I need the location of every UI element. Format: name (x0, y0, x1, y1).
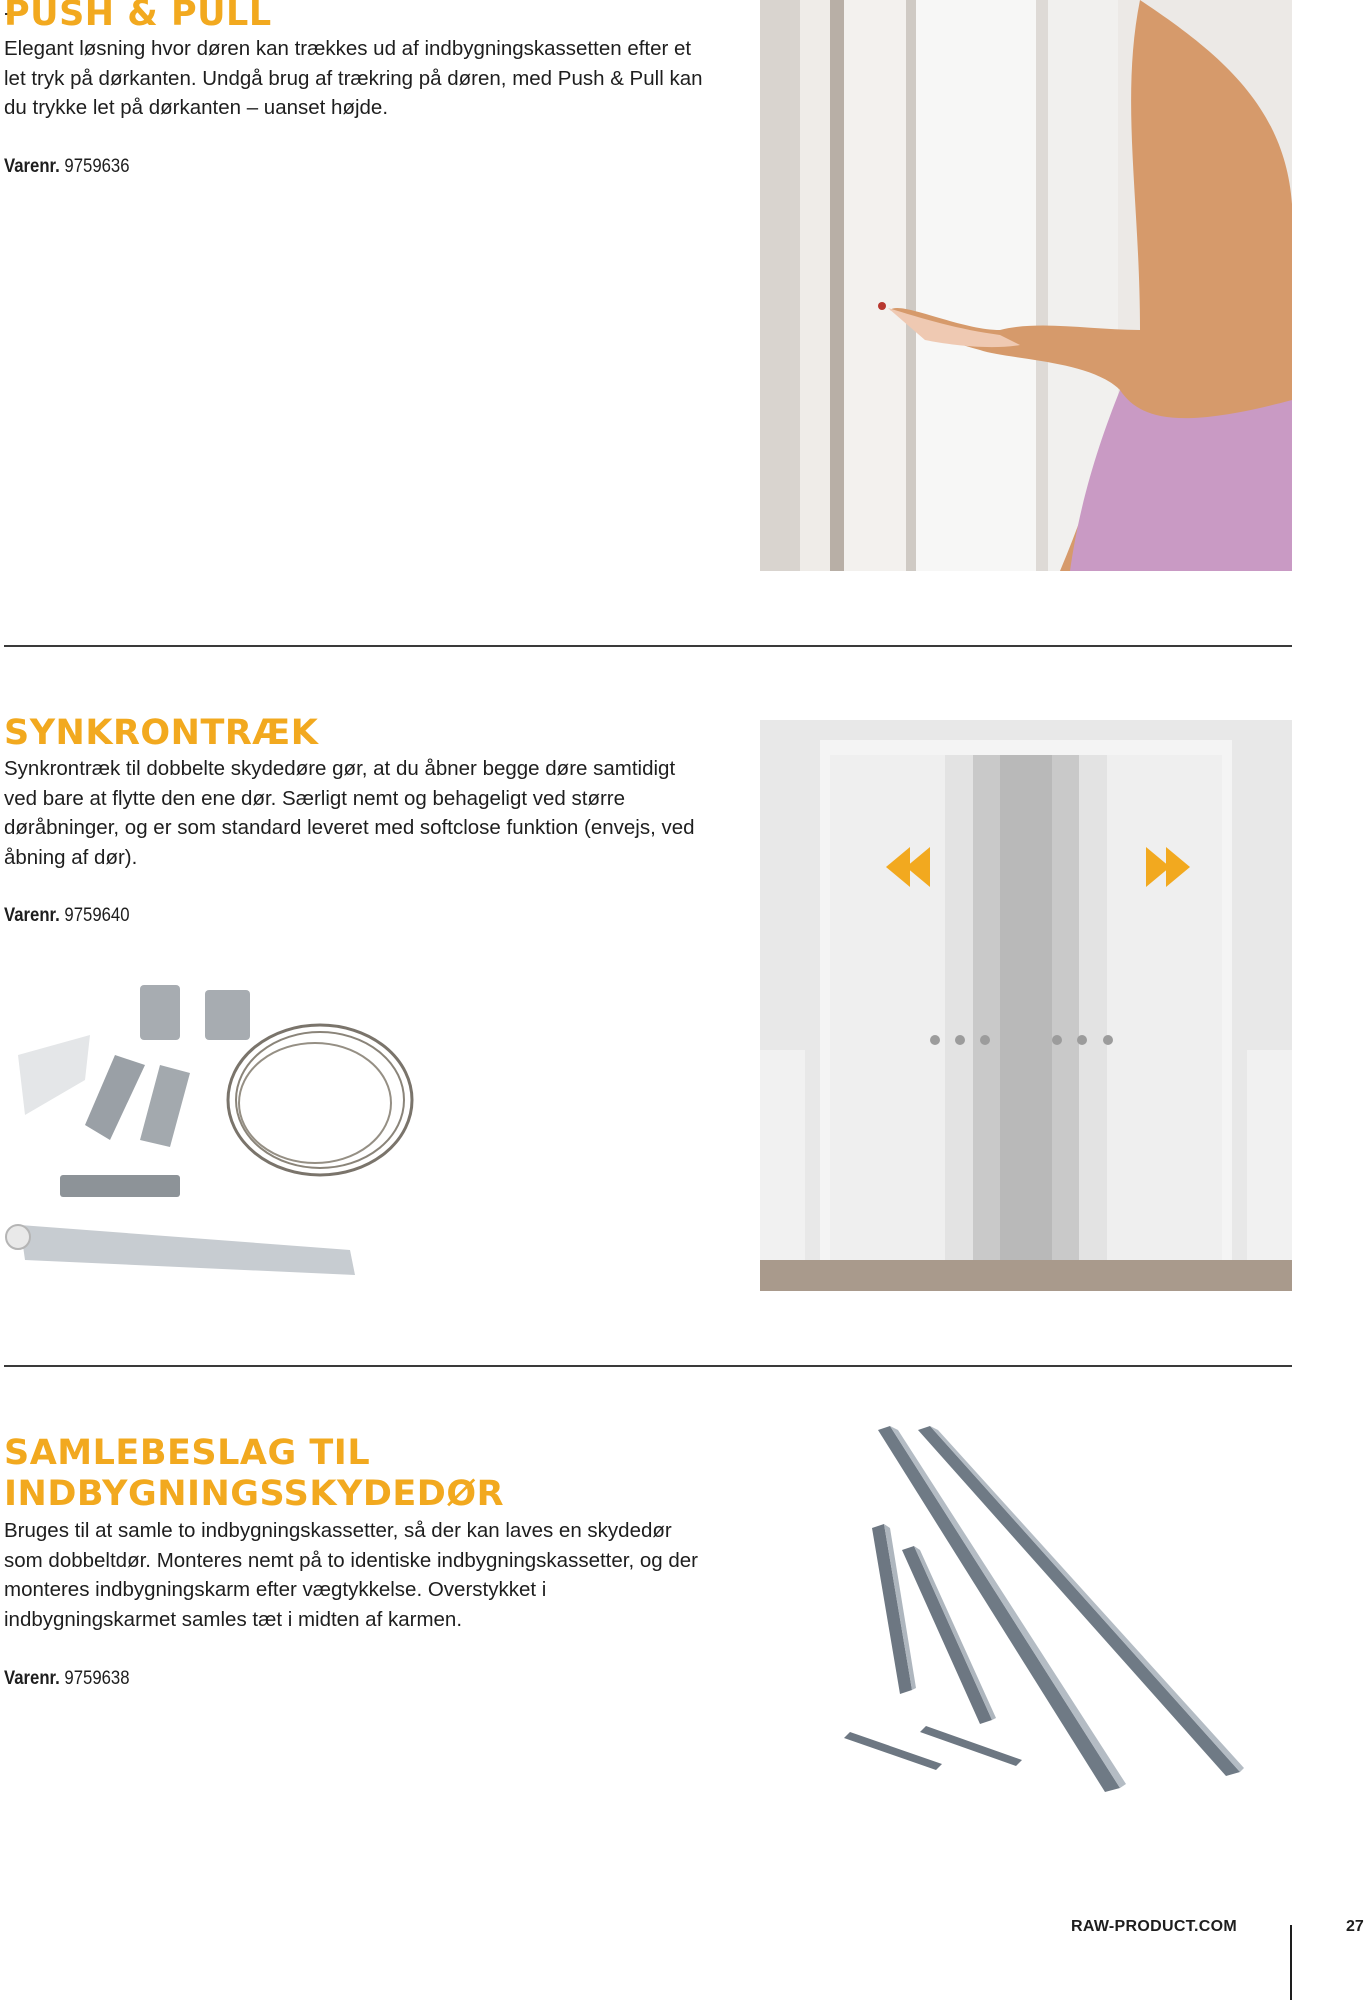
section-body-push-pull: Elegant løsning hvor døren kan trækkes ud af indbygningskassetten efter et let tryk på dørkanten. Undgå brug af trækring på døren, med Push & Pull kan du trykke let på dørkanten – uanset højde. (4, 37, 703, 119)
section-title-synkrontraek: SYNKRONTRÆK (4, 713, 319, 753)
sku-line-push-pull (4, 156, 130, 178)
photo-samlebeslag-profiles (830, 1420, 1250, 1800)
sku-line-samlebeslag (4, 1668, 130, 1690)
section-body-samlebeslag: Bruges til at samle to indbygningskassetter, så der kan laves en skydedør som dobbeltdør. Monteres nemt på to identiske indbygningskassetter, og der monteres indbygningskarm efter vægtykkelse. Overstykket i indbygningskarmet samles tæt i midten af karmen. (4, 1519, 698, 1631)
section-divider-1 (4, 645, 1292, 647)
sku-label: Varenr. (4, 156, 60, 177)
sku-number: 9759638 (64, 1668, 130, 1689)
photo-synkrontraek-kit (0, 975, 430, 1295)
photo-push-pull-door (760, 0, 1292, 571)
page-number: 27 (1346, 1918, 1364, 1935)
sku-number: 9759636 (64, 156, 130, 177)
footer-divider (1290, 1925, 1292, 2000)
footer-website: RAW-PRODUCT.COM (1071, 1918, 1237, 1935)
section-title-push-pull: PUSH & PULL (4, 0, 272, 34)
sku-label: Varenr. (4, 905, 60, 926)
sku-label: Varenr. (4, 1668, 60, 1689)
photo-synkrontraek-doors (760, 720, 1292, 1291)
sku-number: 9759640 (64, 905, 130, 926)
section-body-synkrontraek: Synkrontræk til dobbelte skydedøre gør, at du åbner begge døre samtidigt ved bare at flytte den ene dør. Særligt nemt og behageligt ved større døråbninger, og er som standard leveret med softclose funktion (envejs, ved åbning af dør). (4, 757, 695, 869)
section-divider-2 (4, 1365, 1292, 1367)
section-title-samlebeslag: SAMLEBESLAG TIL INDBYGNINGSSKYDEDØR (4, 1433, 505, 1514)
sku-line-synkrontraek (4, 905, 130, 927)
